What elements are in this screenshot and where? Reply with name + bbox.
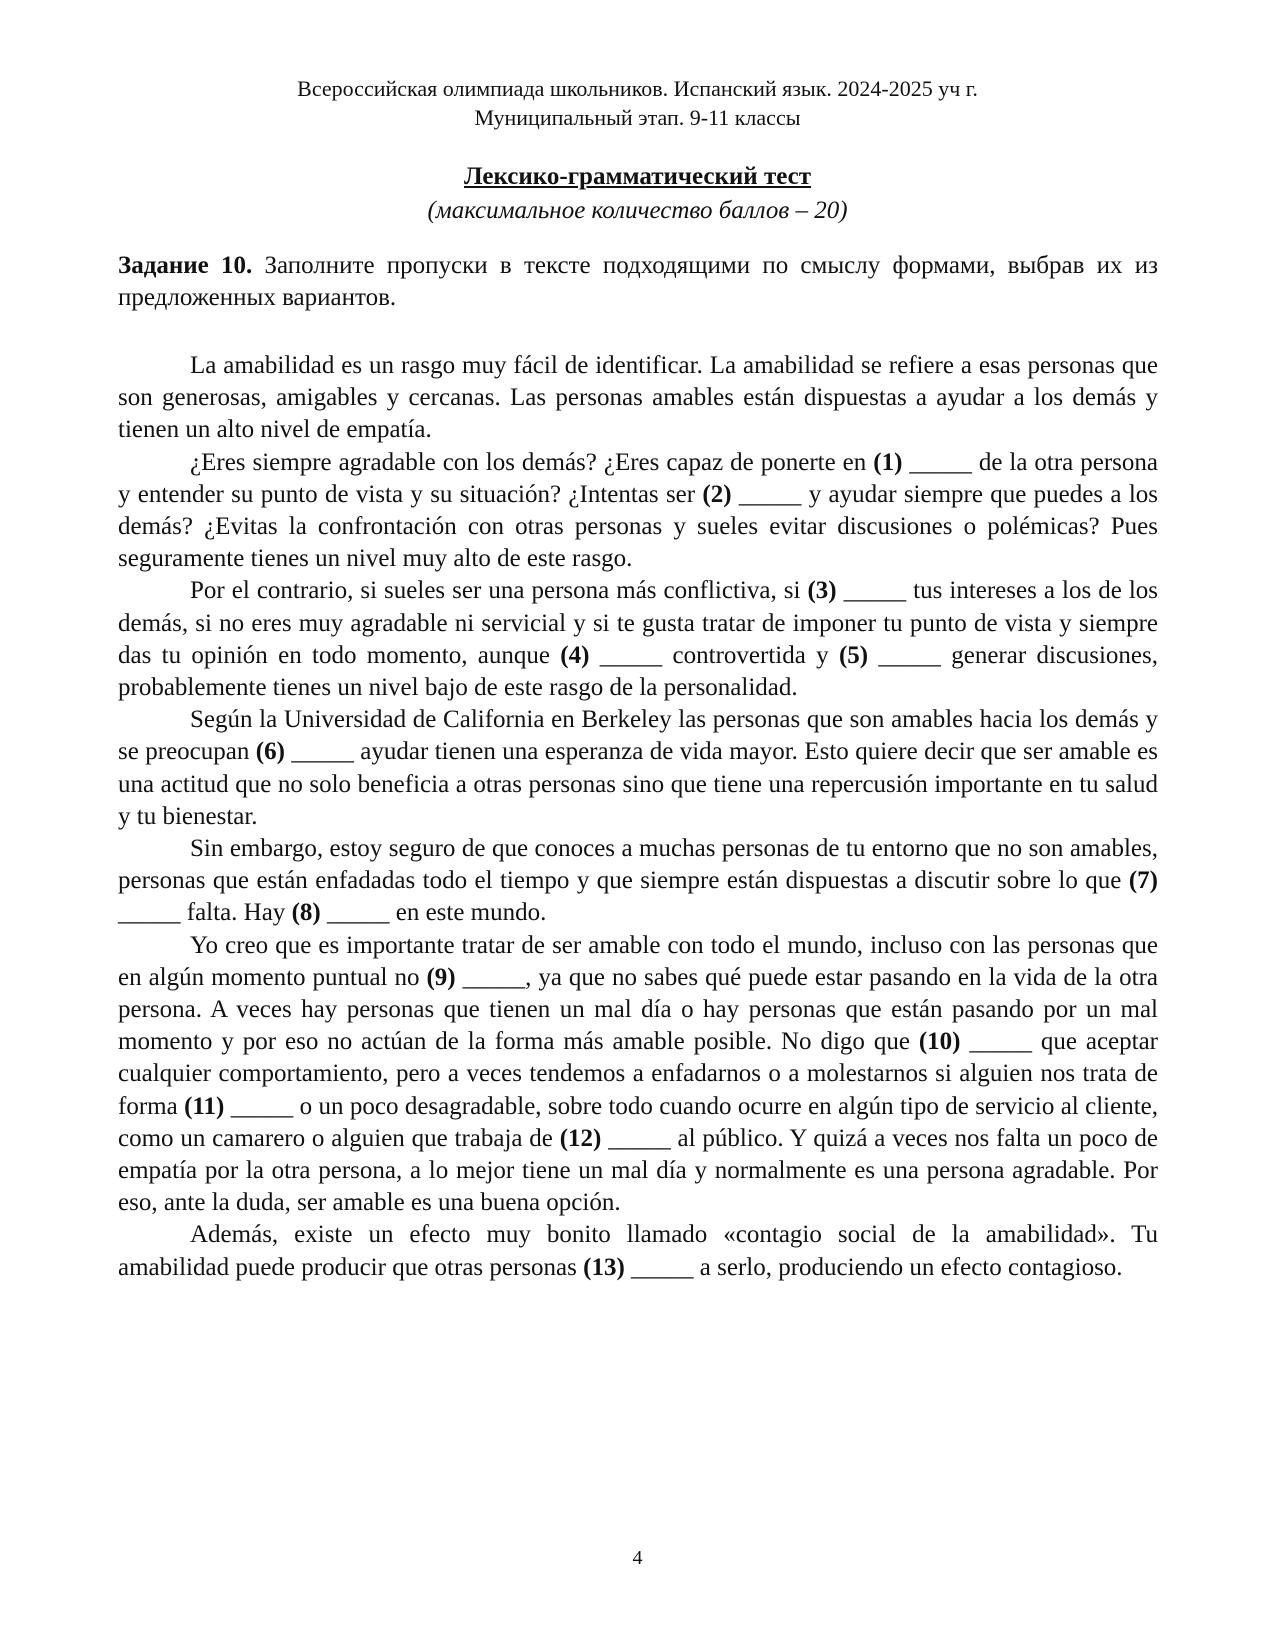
gap-marker-13: (13)	[583, 1253, 625, 1281]
paragraph-text: _____ en este mundo.	[326, 899, 547, 927]
paragraph-text: _____ al público. Y quizá a veces nos falta un poco de empatía por la otra persona, a lo mejor tiene un mal día y normalmente es una persona agradable. Por eso, ante la duda, ser amable es una buena opción.	[118, 1124, 1159, 1217]
gap-marker-10: (10)	[918, 1028, 961, 1056]
paragraph-text: Yo creo que es importante tratar de ser amable con todo el mundo, incluso con las personas que en algún momento puntual no	[118, 931, 1158, 991]
paragraph-text: _____ falta. Hay	[118, 899, 286, 927]
paragraph-text: _____ controvertida y	[599, 641, 829, 669]
paragraph-text: _____ o un poco desagradable, sobre todo cuando ocurre en algún tipo de servicio al cliente, como un camarero o alguien que trabaja de	[118, 1092, 1158, 1152]
paragraph-text: _____ tus intereses a los de los demás, si no eres muy agradable ni servicial y si te gusta tratar de imponer tu punto de vista y siempre das tu opinión en todo momento, aunque	[118, 577, 1158, 669]
paragraph-2	[118, 447, 1158, 576]
task-instruction	[118, 250, 1158, 314]
paragraph-3	[118, 575, 1158, 704]
gap-marker-9: (9)	[426, 963, 456, 991]
gap-marker-1: (1)	[873, 448, 903, 476]
paragraph-text: _____ y ayudar siempre que puedes a los demás? ¿Evitas la confrontación con otras personas y sueles evitar discusiones o polémicas? Pues seguramente tienes un nivel muy alto de este rasgo.	[118, 480, 1158, 573]
paragraph-1	[118, 350, 1158, 447]
paragraph-text: Sin embargo, estoy seguro de que conoces a muchas personas de tu entorno que no son amables, personas que están enfadadas todo el tiempo y que siempre están dispuestas a discutir sobre lo que	[118, 835, 1158, 895]
paragraph-text: _____ de la otra persona y entender su punto de vista y su situación? ¿Intentas ser	[118, 448, 1158, 508]
gap-marker-8: (8)	[291, 899, 321, 927]
section-title: Лексико-грамматический тест	[463, 163, 812, 190]
paragraph-text: _____ a serlo, produciendo un efecto contagioso.	[631, 1253, 1123, 1281]
task-text: Заполните пропуски в тексте подходящими по смыслу формами, выбрав их из предложенных вариантов.	[118, 252, 1159, 311]
paragraph-4	[118, 704, 1158, 833]
gap-marker-6: (6)	[255, 738, 285, 766]
header-line-stage: Муниципальный этап. 9-11 классы	[474, 105, 801, 130]
gap-marker-7: (7)	[1128, 867, 1158, 895]
task-label: Задание 10.	[118, 252, 253, 279]
header-line-olympiad: Всероссийская олимпиада школьников. Испанский язык. 2024-2025 уч г.	[297, 76, 978, 101]
paragraph-text: Además, existe un efecto muy bonito llamado «contagio social de la amabilidad». Tu amabilidad puede producir que otras personas	[118, 1221, 1158, 1281]
gap-marker-3: (3)	[807, 577, 837, 605]
paragraph-text: _____ que aceptar cualquier comportamiento, pero a veces tendemos a enfadarnos o a molestarnos si alguien nos trata de forma	[118, 1028, 1159, 1120]
paragraph-text: _____, ya que no sabes qué puede estar pasando en la vida de la otra persona. A veces hay personas que tienen un mal día o hay personas que están pasando por un mal momento y por eso no actúan de la forma más amable posible. No digo que	[118, 963, 1159, 1056]
section-subtitle: (максимальное количество баллов – 20)	[427, 197, 848, 224]
page-number: 4	[632, 1547, 643, 1569]
paragraph-text: Según la Universidad de California en Berkeley las personas que son amables hacia los demás y se preocupan	[118, 706, 1158, 766]
paragraph-text: La amabilidad es un rasgo muy fácil de identificar. La amabilidad se refiere a esas personas que son generosas, amigables y cercanas. Las personas amables están dispuestas a ayudar a los demás y tienen un alto nivel de empatía.	[118, 352, 1158, 444]
gap-marker-12: (12)	[559, 1124, 602, 1152]
paragraph-5	[118, 833, 1158, 930]
paragraph-text: _____ ayudar tienen una esperanza de vida mayor. Esto quiere decir que ser amable es una actitud que no solo beneficia a otras personas sino que tiene una repercusión importante en tu salud y tu bienestar.	[118, 738, 1159, 830]
gap-marker-4: (4)	[560, 641, 590, 669]
gap-marker-2: (2)	[702, 480, 732, 508]
paragraph-6	[118, 930, 1158, 1220]
gap-marker-11: (11)	[184, 1092, 225, 1120]
paragraph-text: ¿Eres siempre agradable con los demás? ¿Eres capaz de ponerte en	[190, 448, 867, 476]
gap-marker-5: (5)	[838, 641, 869, 669]
exercise-text	[118, 350, 1158, 1284]
paragraph-text: _____ generar discusiones, probablemente tienes un nivel bajo de este rasgo de la personalidad.	[118, 641, 1159, 702]
paragraph-7	[118, 1219, 1158, 1283]
paragraph-text: Por el contrario, si sueles ser una persona más conflictiva, si	[190, 577, 801, 605]
